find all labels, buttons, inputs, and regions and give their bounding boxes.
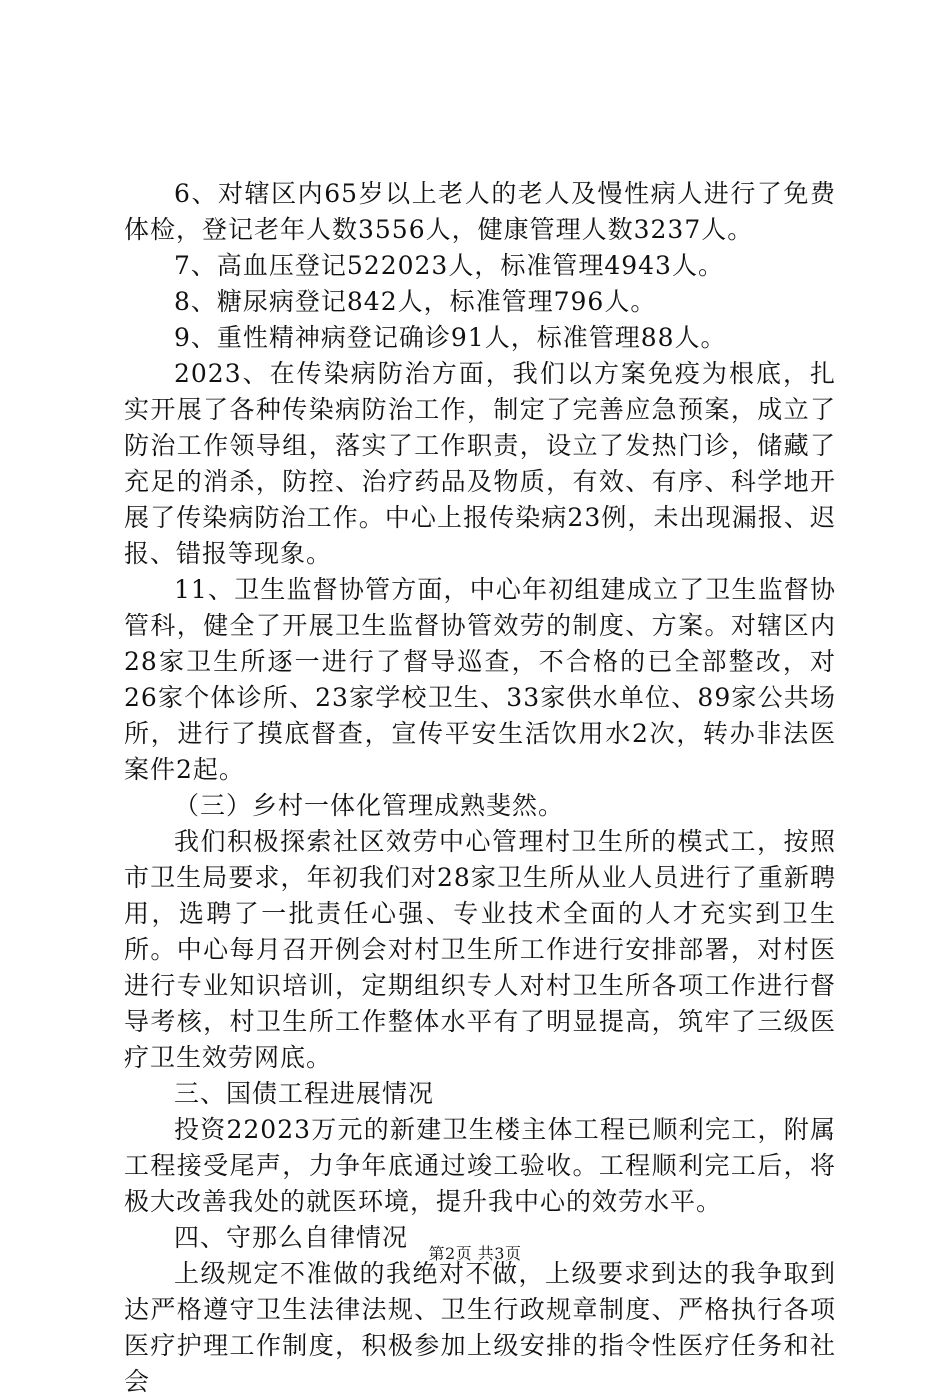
document-body [124,176,836,1400]
paragraph-item-8: 8、糖尿病登记842人，标准管理796人。 [174,287,657,316]
paragraph-health-supervision: 11、卫生监督协管方面，中心年初组建成立了卫生监督协管科，健全了开展卫生监督协管效劳的制度、方案。对辖区内28家卫生所逐一进行了督导巡查，不合格的已全部整改，对26家个体诊所、23家学校卫生、33家供水单位、89家公共场所，进行了摸底督查，宣传平安生活饮用水2次，转办非法医案件2起。 [124,575,836,784]
paragraph-item-7: 7、高血压登记522023人，标准管理4943人。 [174,251,724,280]
section-heading-self-discipline: 四、守那么自律情况 [174,1223,409,1252]
paragraph-item-6: 6、对辖区内65岁以上老人的老人及慢性病人进行了免费体检，登记老年人数3556人，健康管理人数3237人。 [124,179,836,244]
paragraph-rural-integration: 我们积极探索社区效劳中心管理村卫生所的模式工，按照市卫生局要求，年初我们对28家卫生所从业人员进行了重新聘用，选聘了一批责任心强、专业技术全面的人才充实到卫生所。中心每月召开例会对村卫生所工作进行安排部署，对村医进行专业知识培训，定期组织专人对村卫生所各项工作进行督导考核，村卫生所工作整体水平有了明显提高，筑牢了三级医疗卫生效劳网底。 [124,827,836,1072]
section-heading-rural-integration: （三）乡村一体化管理成熟斐然。 [174,791,565,820]
paragraph-infectious-disease: 2023、在传染病防治方面，我们以方案免疫为根底，扎实开展了各种传染病防治工作，制定了完善应急预案，成立了防治工作领导组，落实了工作职责，设立了发热门诊，储藏了充足的消杀，防控、治疗药品及物质，有效、有序、科学地开展了传染病防治工作。中心上报传染病23例，未出现漏报、迟报、错报等现象。 [124,359,836,568]
section-heading-national-debt-project: 三、国债工程进展情况 [174,1079,435,1108]
paragraph-self-discipline: 上级规定不准做的我绝对不做，上级要求到达的我争取到达严格遵守卫生法律法规、卫生行政规章制度、严格执行各项医疗护理工作制度，积极参加上级安排的指令性医疗任务和社会 [124,1259,836,1396]
page-number-footer: 第2页 共3页 [428,1244,522,1263]
paragraph-item-9: 9、重性精神病登记确诊91人，标准管理88人。 [174,323,727,352]
paragraph-national-debt-project: 投资22023万元的新建卫生楼主体工程已顺利完工，附属工程接受尾声，力争年底通过竣工验收。工程顺利完工后，将极大改善我处的就医环境，提升我中心的效劳水平。 [124,1115,836,1216]
